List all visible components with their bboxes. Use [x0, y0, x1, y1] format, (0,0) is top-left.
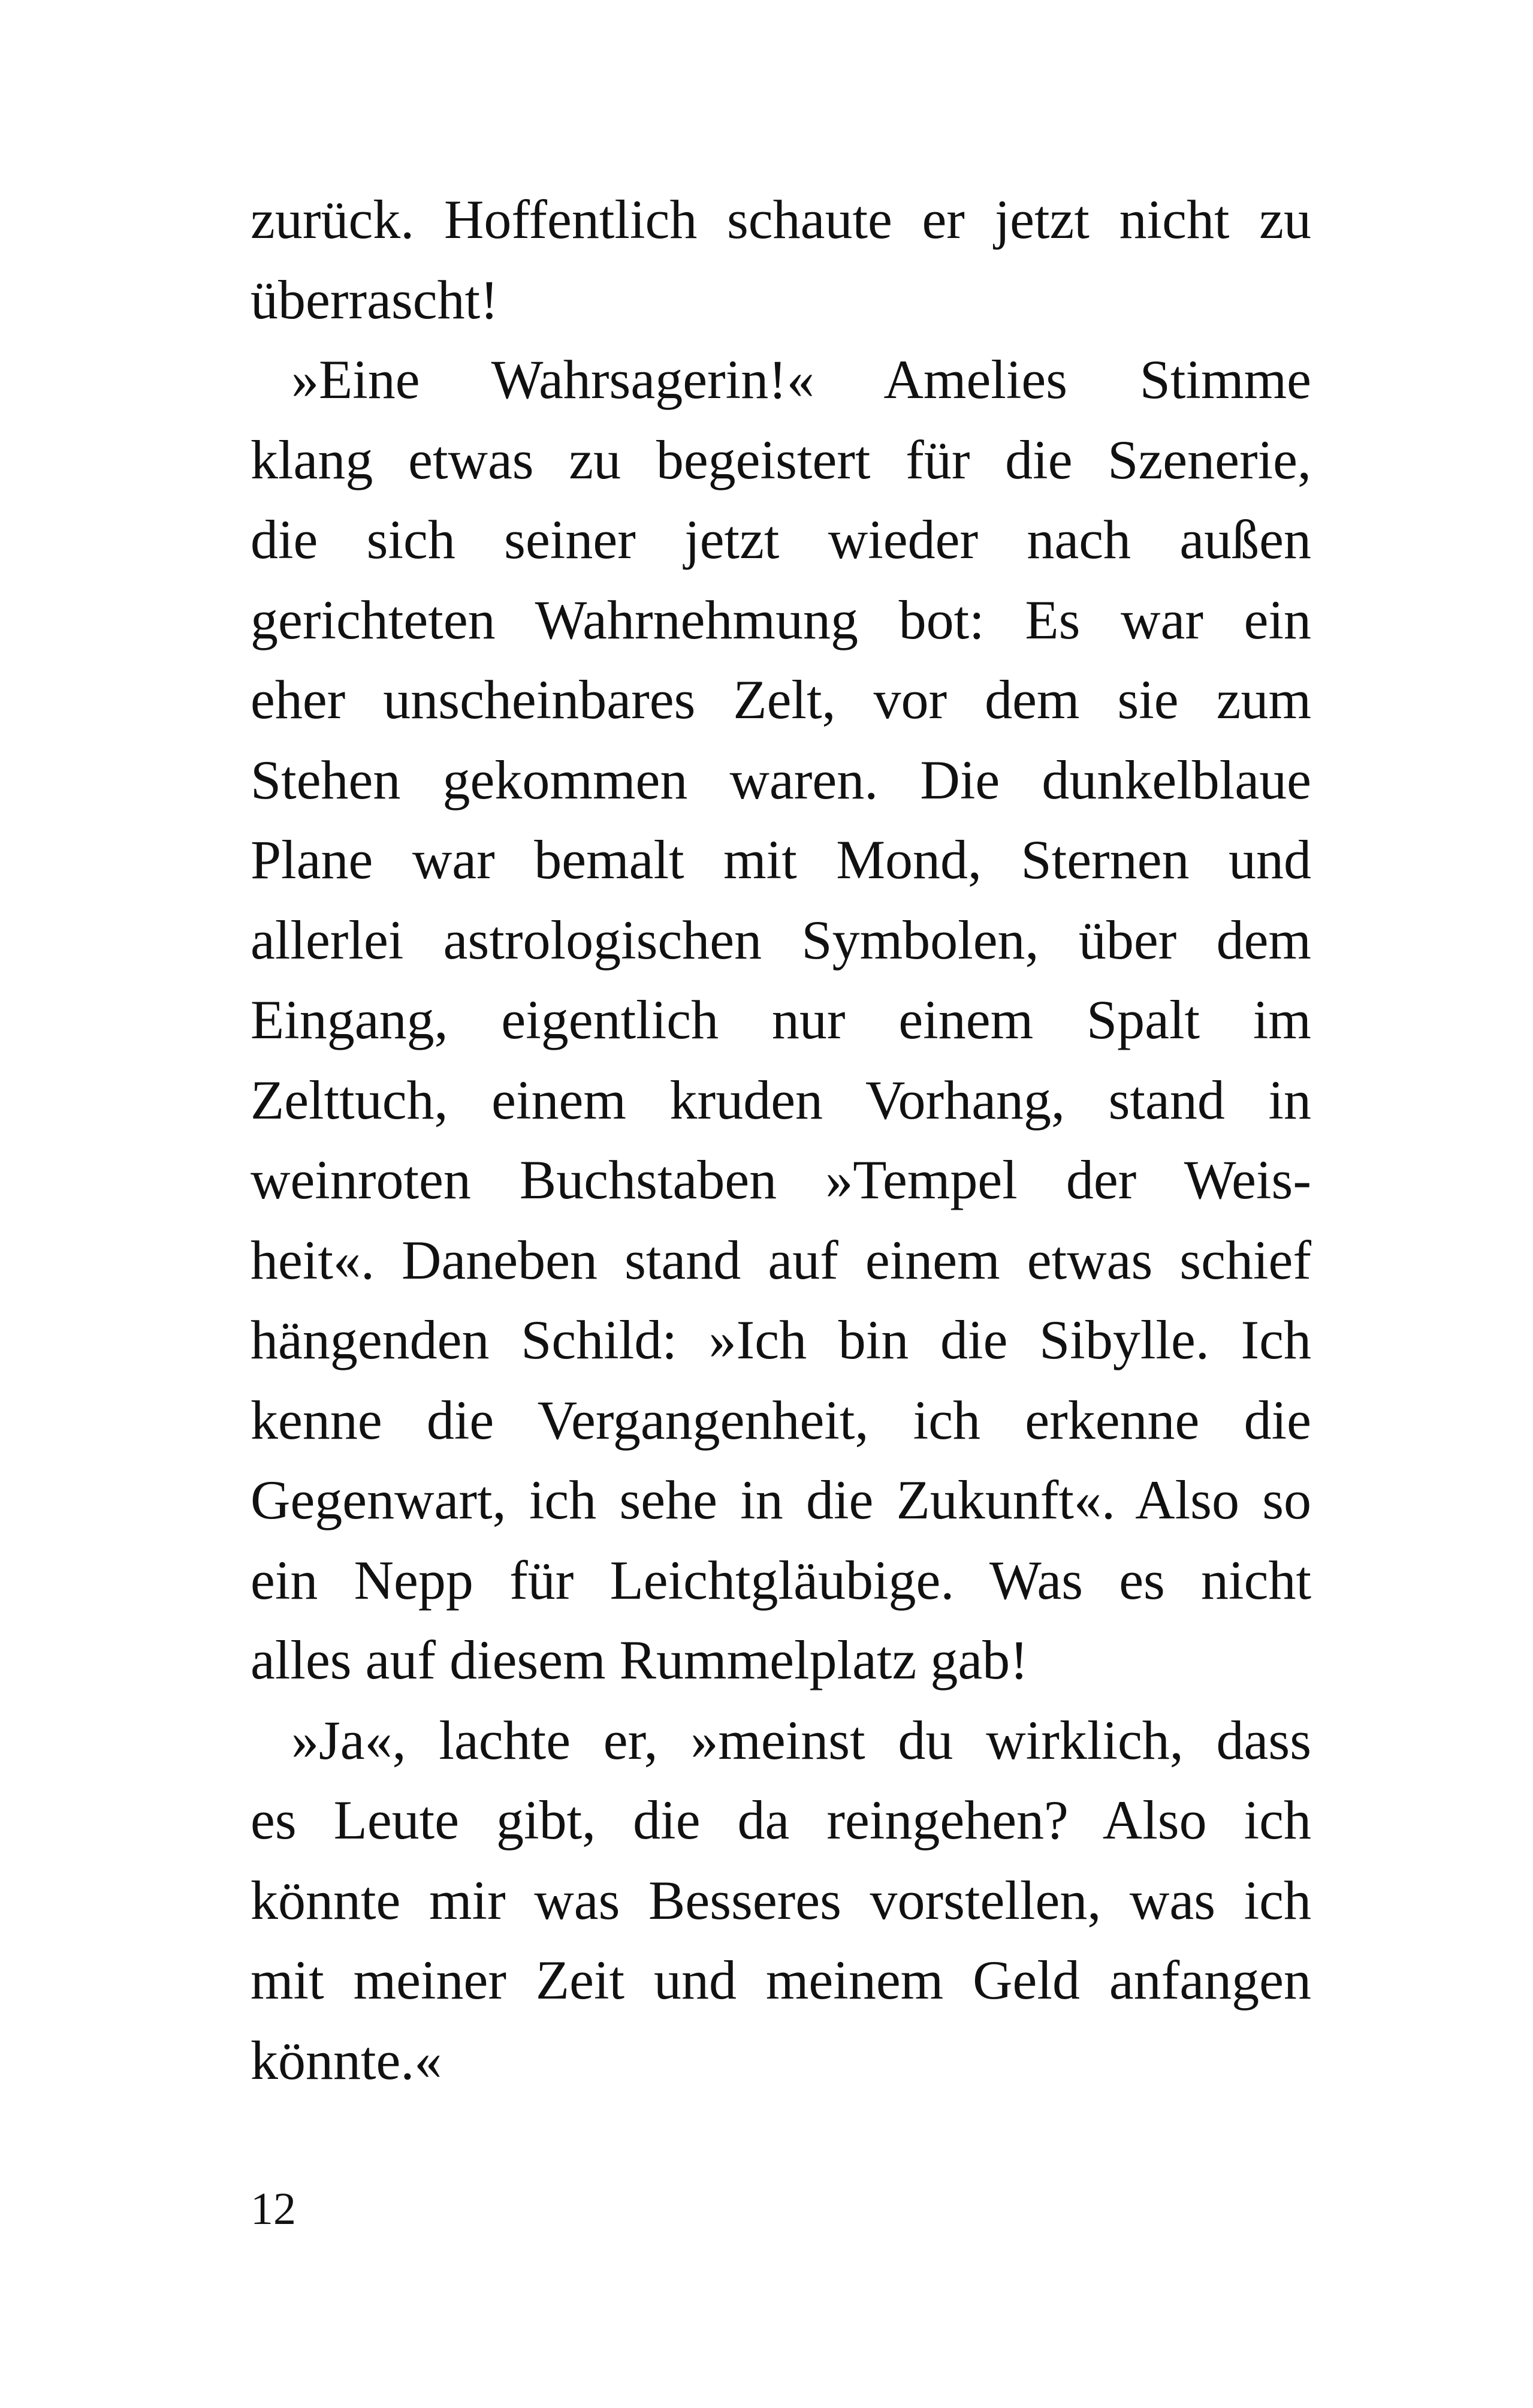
- text-line: klang etwas zu begeistert für die Szenerie,: [251, 429, 1311, 490]
- text-line: hängenden Schild: »Ich bin die Sibylle. Ich: [251, 1309, 1311, 1370]
- text-line: »Ja«, lachte er, »meinst du wirklich, dass: [291, 1709, 1311, 1771]
- text-line: ein Nepp für Leichtgläubige. Was es nicht: [251, 1549, 1311, 1611]
- text-line: könnte.«: [251, 2029, 442, 2091]
- text-line: gerichteten Wahrnehmung bot: Es war ein: [251, 589, 1311, 650]
- text-line: »Eine Wahrsagerin!« Amelies Stimme: [291, 349, 1311, 410]
- text-line: es Leute gibt, die da reingehen? Also ich: [251, 1789, 1311, 1851]
- text-line: die sich seiner jetzt wieder nach außen: [251, 509, 1311, 570]
- text-line: Gegenwart, ich sehe in die Zukunft«. Also so: [251, 1469, 1311, 1530]
- text-line: eher unscheinbares Zelt, vor dem sie zum: [251, 669, 1311, 730]
- text-line: allerlei astrologischen Symbolen, über dem: [251, 909, 1311, 971]
- text-line: könnte mir was Besseres vorstellen, was ich: [251, 1869, 1311, 1931]
- text-line: Plane war bemalt mit Mond, Sternen und: [251, 829, 1311, 890]
- text-line: alles auf diesem Rummelplatz gab!: [251, 1629, 1028, 1690]
- text-line: kenne die Vergangenheit, ich erkenne die: [251, 1389, 1311, 1451]
- text-line: heit«. Daneben stand auf einem etwas schief: [251, 1229, 1311, 1291]
- text-line: Stehen gekommen waren. Die dunkelblaue: [251, 749, 1311, 810]
- text-line: weinroten Buchstaben »Tempel der Weis-: [251, 1149, 1311, 1210]
- text-line: überrascht!: [251, 269, 499, 330]
- body-text: [251, 180, 1311, 2100]
- text-line: Zelttuch, einem kruden Vorhang, stand in: [251, 1069, 1311, 1131]
- text-line: Eingang, eigentlich nur einem Spalt im: [251, 989, 1311, 1050]
- text-line: zurück. Hoffentlich schaute er jetzt nicht zu: [251, 189, 1311, 250]
- page-number: 12: [251, 2184, 296, 2234]
- text-line: mit meiner Zeit und meinem Geld anfangen: [251, 1949, 1311, 2011]
